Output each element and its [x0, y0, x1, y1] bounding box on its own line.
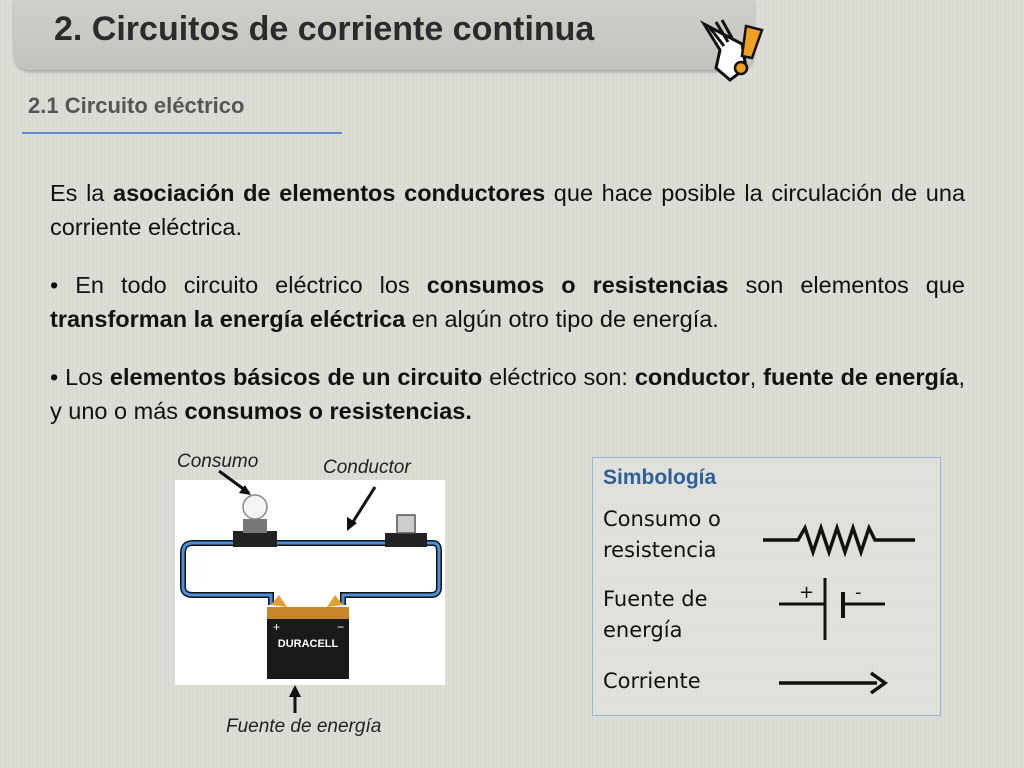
circuit-diagram: [175, 445, 475, 745]
label-consumo: Consumo: [177, 451, 259, 472]
simbologia-box: [592, 457, 941, 716]
terminal: [385, 533, 427, 547]
source-symbol: [779, 578, 885, 640]
title-bar: [14, 0, 754, 70]
symbol-graphics: [593, 458, 940, 715]
battery-plus: +: [273, 620, 281, 634]
source-minus: -: [855, 582, 862, 603]
page-title: 2. Circuitos de corriente continua: [54, 10, 595, 48]
label-fuente-energia: Fuente de energía: [226, 716, 382, 737]
subtitle-divider: [22, 132, 342, 134]
source-plus: +: [799, 582, 815, 603]
symbol-label-consumo: Consumo o resistencia: [603, 507, 721, 562]
simbologia-title: Simbología: [603, 466, 717, 489]
current-arrow-symbol: [779, 673, 885, 693]
section-subtitle: 2.1 Circuito eléctrico: [28, 93, 245, 118]
battery-brand: DURACELL: [277, 638, 339, 650]
symbol-label-corriente: Corriente: [603, 669, 701, 693]
paragraph-consumos: • En todo circuito eléctrico los consumos o resistencias son elementos que transforman la energía eléctrica en algún otro tipo de energía.: [50, 272, 965, 332]
label-conductor: Conductor: [323, 457, 411, 478]
light-bulb: [243, 495, 267, 519]
battery-minus: −: [337, 620, 345, 634]
bulb-socket: [233, 531, 277, 547]
symbol-label-fuente: Fuente de energía: [603, 587, 708, 642]
paragraph-definition: Es la asociación de elementos conductores que hace posible la circulación de una corriente eléctrica.: [50, 180, 966, 240]
hand-warning-icon: [690, 6, 770, 86]
paragraph-elementos: • Los elementos básicos de un circuito eléctrico son: conductor, fuente de energía, y uno o más consumos o resistencias.: [50, 364, 966, 424]
resistor-symbol: [763, 528, 915, 552]
